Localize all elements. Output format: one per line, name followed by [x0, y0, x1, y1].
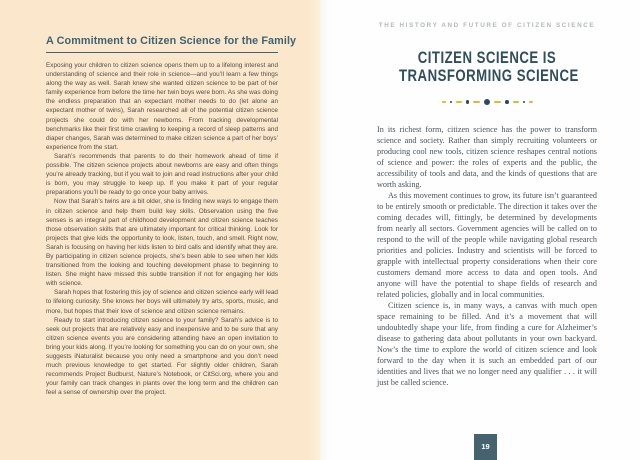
ornament-dot — [484, 99, 490, 105]
ornament-dash — [494, 101, 501, 103]
ornament-dash — [529, 101, 533, 103]
left-page-body — [46, 61, 278, 397]
left-page-heading: A Commitment to Citizen Science for the Family — [46, 35, 278, 53]
body-paragraph: Sarah hopes that fostering this joy of science and citizen science early will lead to lifelong curiosity. She knows her boys will ultimately try arts, sports, music, and more, but hopes that their love of science and citizen science remains. — [46, 289, 278, 315]
right-page — [320, 0, 640, 460]
body-paragraph: Citizen science is, in many ways, a canvas with much open space remaining to be filled. And it’s a movement that will undoubtedly shape your life, from finding a cure for Alzheimer’s disease to gathering data about pollutants in your own backyard. Now’s the time to explore the world of citizen science and look forward to the day when it is such an embedded part of our identities and lives that we no longer need any qualifier . . . it will just be called science. — [377, 301, 597, 387]
ornament-dot — [505, 100, 509, 104]
page-number-badge: 19 — [474, 434, 497, 460]
ornament-dash — [513, 101, 519, 103]
ornament-dot — [466, 100, 470, 104]
body-paragraph: As this movement continues to grow, its future isn’t guaranteed to be entirely smooth or predictable. The direction it takes over the coming decades will, fittingly, be determined by developments from nearly all sectors. Government agencies will be called on to respond to the will of the people while navigating global research priorities and policies. Industry and scientists will be forced to grapple with intellectual property considerations when their core customers demand more access to data and open tools. And anyone will have the potential to shape fields of research and related policies, globally and in local communities. — [377, 191, 597, 299]
body-paragraph: Ready to start introducing citizen science to your family? Sarah’s advice is to seek out projects that are relatively easy and inexpensive and to be sure that any citizen science events you are considering attending have an open invitation to bring your kids along. If you’re looking for something you can do on your own, she suggests iNaturalist because you only need a smartphone and you don’t need much previous knowledge to get started. For slightly older children, Sarah recommends Project Budburst, Nature’s Notebook, or CitSci.org, where you and your family can track changes in plants over the long term and the children can feel a sense of ownership over the project. — [46, 316, 278, 397]
body-paragraph: In its richest form, citizen science has the power to transform science and society. Rather than simply recruiting volunteers or producing cool new tools, citizen science reshapes central notions of science and power: the roles of experts and the public, the accessibility of tools and data, and the kinds of questions that are worth asking. — [377, 125, 597, 189]
ornament-dot — [523, 101, 525, 103]
right-page-body — [377, 124, 597, 388]
body-paragraph: Exposing your children to citizen science opens them up to a lifelong interest and understanding of science and their role in science—and you’ll learn a few things along the way as well. Sarah knew she wanted citizen science to be part of her family experience from before the time her twin boys were born. As she was doing the endless preparation that an expectant mother needs to do (let alone an expectant mother of twins), Sarah researched all of the potential citizen science projects she could do with her newborns. From tracking developmental benchmarks like their first time crawling to keeping a record of sleep patterns and diaper changes, Sarah was determined to make citizen science a part of her boys’ experience from the start. — [46, 62, 278, 151]
body-paragraph: Sarah’s recommends that parents to do their homework ahead of time if possible. The citizen science projects about newborns are easy and often things you’re already tracking, but if you wait to join and read instructions after your child is born, you may struggle to keep up. If you make it part of your regular preparations you’ll be ready to go once your baby arrives. — [46, 152, 278, 197]
body-paragraph: Now that Sarah’s twins are a bit older, she is finding new ways to engage them in citizen science and help them build key skills. Observation using the five senses is an integral part of childhood development and citizen science teaches those observation skills that are ultimately important for critical thinking. Look for projects that give kids the opportunity to look, listen, touch, and smell. Right now, Sarah is focusing on having her kids listen to bird calls and identify what they are. By participating in citizen science projects, she’s been able to see when her kids transitioned from the looking and touching development phase to beginning to listen. She might have missed this subtle transition if not for engaging her kids with science. — [46, 198, 278, 288]
chapter-title — [399, 49, 579, 85]
chapter-title-line-1: CITIZEN SCIENCE IS — [417, 49, 557, 67]
ornament-dash — [473, 101, 480, 103]
ornament-dash — [442, 101, 446, 103]
ornament-dot — [450, 101, 452, 103]
ornament-dash — [456, 101, 462, 103]
chapter-title-line-2: TRANSFORMING SCIENCE — [399, 67, 579, 85]
divider-ornament — [377, 99, 597, 105]
running-head: THE HISTORY AND FUTURE OF CITIZEN SCIENCE — [378, 22, 596, 29]
